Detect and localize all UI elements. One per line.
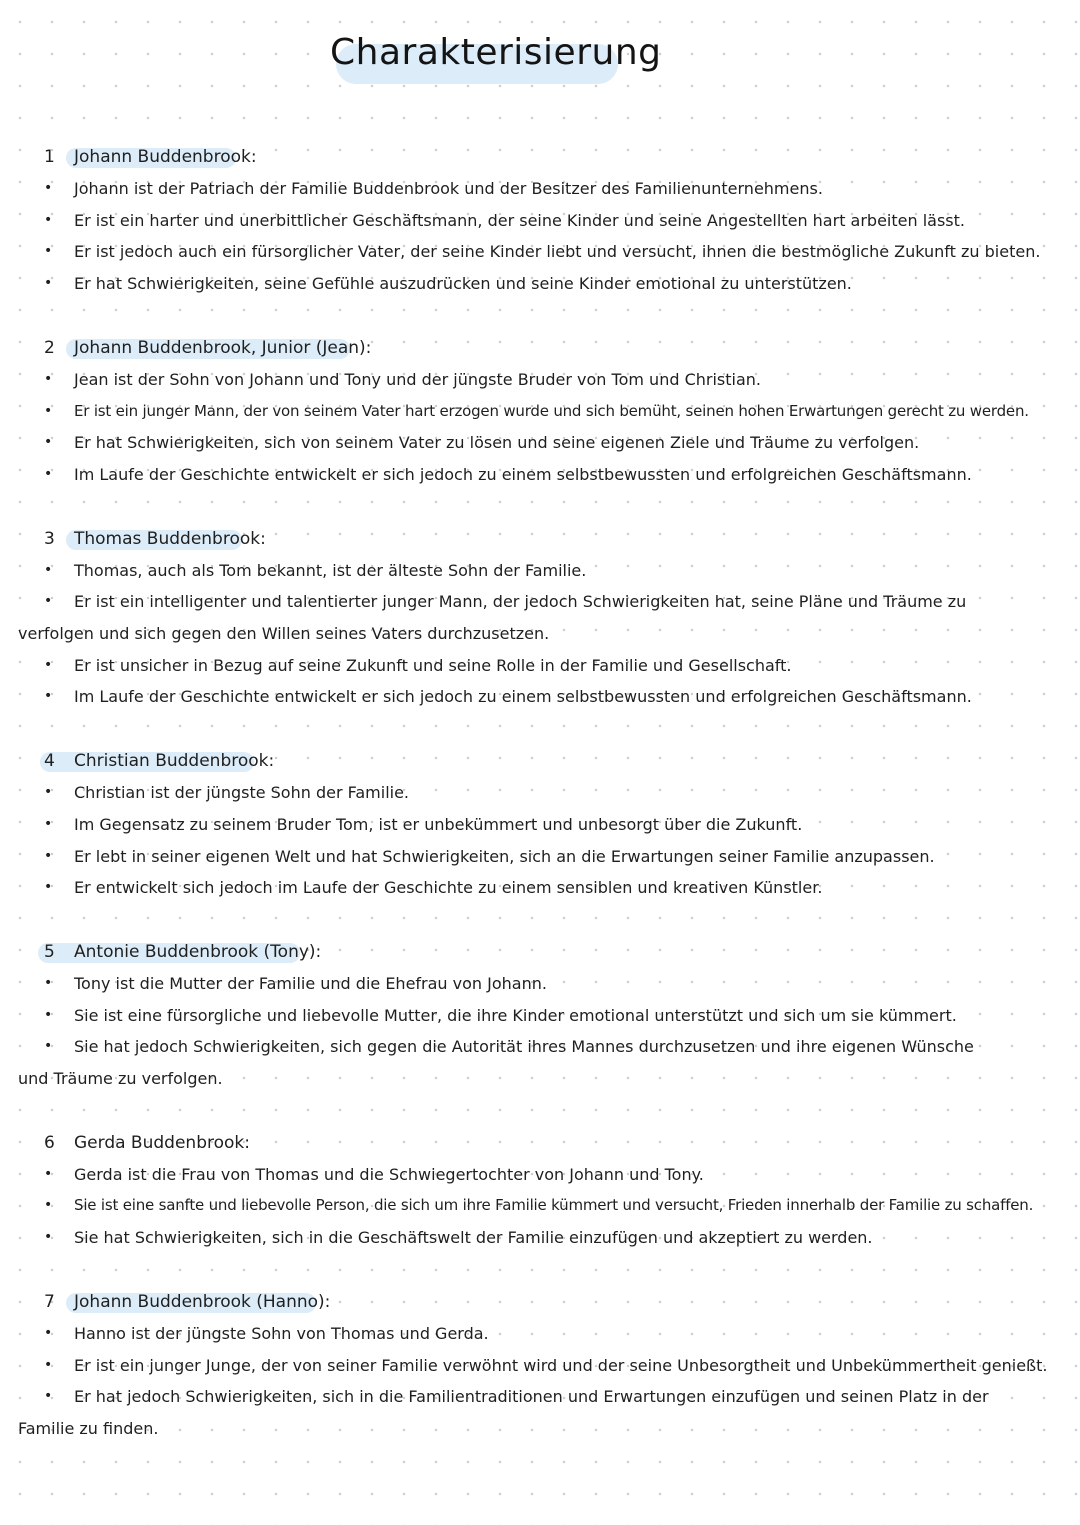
notes-content: [0, 141, 1080, 1477]
bullet-icon: •: [44, 974, 53, 991]
section-number: 6: [44, 1132, 55, 1153]
section-number: 3: [44, 528, 55, 549]
list-item: • Er entwickelt sich jedoch im Laufe der Geschichte zu einem sensiblen und kreativen Künstler.: [0, 872, 1080, 904]
section-christian: [0, 745, 1080, 904]
list-item: • Er ist unsicher in Bezug auf seine Zukunft und seine Rolle in der Familie und Gesellschaft.: [0, 650, 1080, 682]
list-item: • Thomas, auch als Tom bekannt, ist der älteste Sohn der Familie.: [0, 555, 1080, 587]
section-heading: [0, 936, 1080, 968]
list-item: • Sie ist eine sanfte und liebevolle Person, die sich um ihre Familie kümmert und versucht, Frieden innerhalb der Familie zu schaffen.: [0, 1190, 1080, 1222]
bullet-icon: •: [44, 402, 53, 419]
bullet-icon: •: [44, 434, 53, 451]
list-item: • Sie hat Schwierigkeiten, sich in die Geschäftswelt der Familie einzufügen und akzeptiert zu werden.: [0, 1222, 1080, 1254]
list-item: • Er ist ein junger Junge, der von seiner Familie verwöhnt wird und der seine Unbesorgtheit und Unbekümmertheit genießt.: [0, 1350, 1080, 1382]
list-item: • Tony ist die Mutter der Familie und die Ehefrau von Johann.: [0, 968, 1080, 1000]
section-thomas: [0, 523, 1080, 714]
list-item: • Er hat jedoch Schwierigkeiten, sich in die Familientraditionen und Erwartungen einzufügen und seinen Platz in der Familie zu finden.: [0, 1381, 1080, 1444]
bullet-icon: •: [44, 370, 53, 387]
section-title: Johann Buddenbrook, Junior (Jean):: [74, 337, 372, 358]
list-item: • Sie ist eine fürsorgliche und liebevolle Mutter, die ihre Kinder emotional unterstützt und sich um sie kümmert.: [0, 1000, 1080, 1032]
list-item: • Jean ist der Sohn von Johann und Tony und der jüngste Bruder von Tom und Christian.: [0, 364, 1080, 396]
section-heading: [0, 745, 1080, 777]
bullet-icon: •: [44, 1165, 53, 1182]
bullet-icon: •: [44, 275, 53, 292]
bullet-icon: •: [44, 1229, 53, 1246]
list-item: • Er ist ein harter und unerbittlicher Geschäftsmann, der seine Kinder und seine Angestellten hart arbeiten lässt.: [0, 205, 1080, 237]
list-item: • Er ist ein junger Mann, der von seinem Vater hart erzogen wurde und sich bemüht, seinen hohen Erwartungen gerecht zu werden.: [0, 396, 1080, 428]
bullet-icon: •: [44, 656, 53, 673]
list-item: • Christian ist der jüngste Sohn der Familie.: [0, 777, 1080, 809]
section-title: Christian Buddenbrook:: [74, 751, 275, 772]
bullet-icon: •: [44, 1038, 53, 1055]
section-jean: [0, 332, 1080, 491]
section-hanno: [0, 1286, 1080, 1445]
bullet-icon: •: [44, 1388, 53, 1405]
bullet-icon: •: [44, 465, 53, 482]
section-heading: [0, 1286, 1080, 1318]
section-number: 7: [44, 1291, 55, 1312]
list-item: • Im Laufe der Geschichte entwickelt er sich jedoch zu einem selbstbewussten und erfolgreichen Geschäftsmann.: [0, 459, 1080, 491]
section-heading: [0, 1127, 1080, 1159]
list-item: • Hanno ist der jüngste Sohn von Thomas und Gerda.: [0, 1318, 1080, 1350]
list-item: • Im Laufe der Geschichte entwickelt er sich jedoch zu einem selbstbewussten und erfolgreichen Geschäftsmann.: [0, 681, 1080, 713]
list-item: • Johann ist der Patriach der Familie Buddenbrook und der Besitzer des Familienunternehmens.: [0, 173, 1080, 205]
bullet-icon: •: [44, 688, 53, 705]
list-item: • Im Gegensatz zu seinem Bruder Tom, ist er unbekümmert und unbesorgt über die Zukunft.: [0, 809, 1080, 841]
bullet-icon: •: [44, 243, 53, 260]
section-johann: [0, 141, 1080, 300]
section-heading: [0, 141, 1080, 173]
list-item: • Er ist ein intelligenter und talentierter junger Mann, der jedoch Schwierigkeiten hat, seine Pläne und Träume zu verfolgen und sich gegen den Willen seines Vaters durchzusetzen.: [0, 586, 1080, 649]
section-tony: [0, 936, 1080, 1095]
section-title: Antonie Buddenbrook (Tony):: [74, 941, 322, 962]
section-heading: [0, 332, 1080, 364]
bullet-icon: •: [44, 180, 53, 196]
bullet-icon: •: [44, 815, 53, 832]
list-item: • Er hat Schwierigkeiten, sich von seinem Vater zu lösen und seine eigenen Ziele und Träume zu verfolgen.: [0, 427, 1080, 459]
page-title: Charakterisierung: [330, 32, 662, 73]
section-title: Johann Buddenbrook (Hanno):: [74, 1291, 331, 1312]
section-number: 4: [44, 751, 55, 772]
bullet-icon: •: [44, 593, 53, 610]
bullet-icon: •: [44, 784, 53, 801]
bullet-icon: •: [44, 211, 53, 228]
bullet-icon: •: [44, 1006, 53, 1023]
section-number: 5: [44, 941, 55, 962]
section-number: 2: [44, 337, 55, 358]
list-item: • Sie hat jedoch Schwierigkeiten, sich gegen die Autorität ihres Mannes durchzusetzen und ihre eigenen Wünsche und Träume zu verfolgen.: [0, 1031, 1080, 1094]
list-item: • Er ist jedoch auch ein fürsorglicher Vater, der seine Kinder liebt und versucht, ihnen die bestmögliche Zukunft zu bieten.: [0, 236, 1080, 268]
bullet-icon: •: [44, 1197, 53, 1214]
list-item: • Er hat Schwierigkeiten, seine Gefühle auszudrücken und seine Kinder emotional zu unterstützen.: [0, 268, 1080, 300]
section-heading: [0, 523, 1080, 555]
list-item: • Er lebt in seiner eigenen Welt und hat Schwierigkeiten, sich an die Erwartungen seiner Familie anzupassen.: [0, 841, 1080, 873]
title-area: [0, 28, 1080, 98]
section-gerda: [0, 1127, 1080, 1254]
bullet-icon: •: [44, 879, 53, 896]
bullet-icon: •: [44, 1356, 53, 1373]
bullet-icon: •: [44, 847, 53, 864]
list-item: • Gerda ist die Frau von Thomas und die Schwiegertochter von Johann und Tony.: [0, 1159, 1080, 1191]
bullet-icon: •: [44, 1324, 53, 1341]
section-title: Gerda Buddenbrook:: [74, 1132, 250, 1153]
section-number: 1: [44, 147, 55, 167]
section-title: Thomas Buddenbrook:: [74, 528, 266, 549]
bullet-icon: •: [44, 561, 53, 578]
section-title: Johann Buddenbrook:: [74, 147, 257, 167]
